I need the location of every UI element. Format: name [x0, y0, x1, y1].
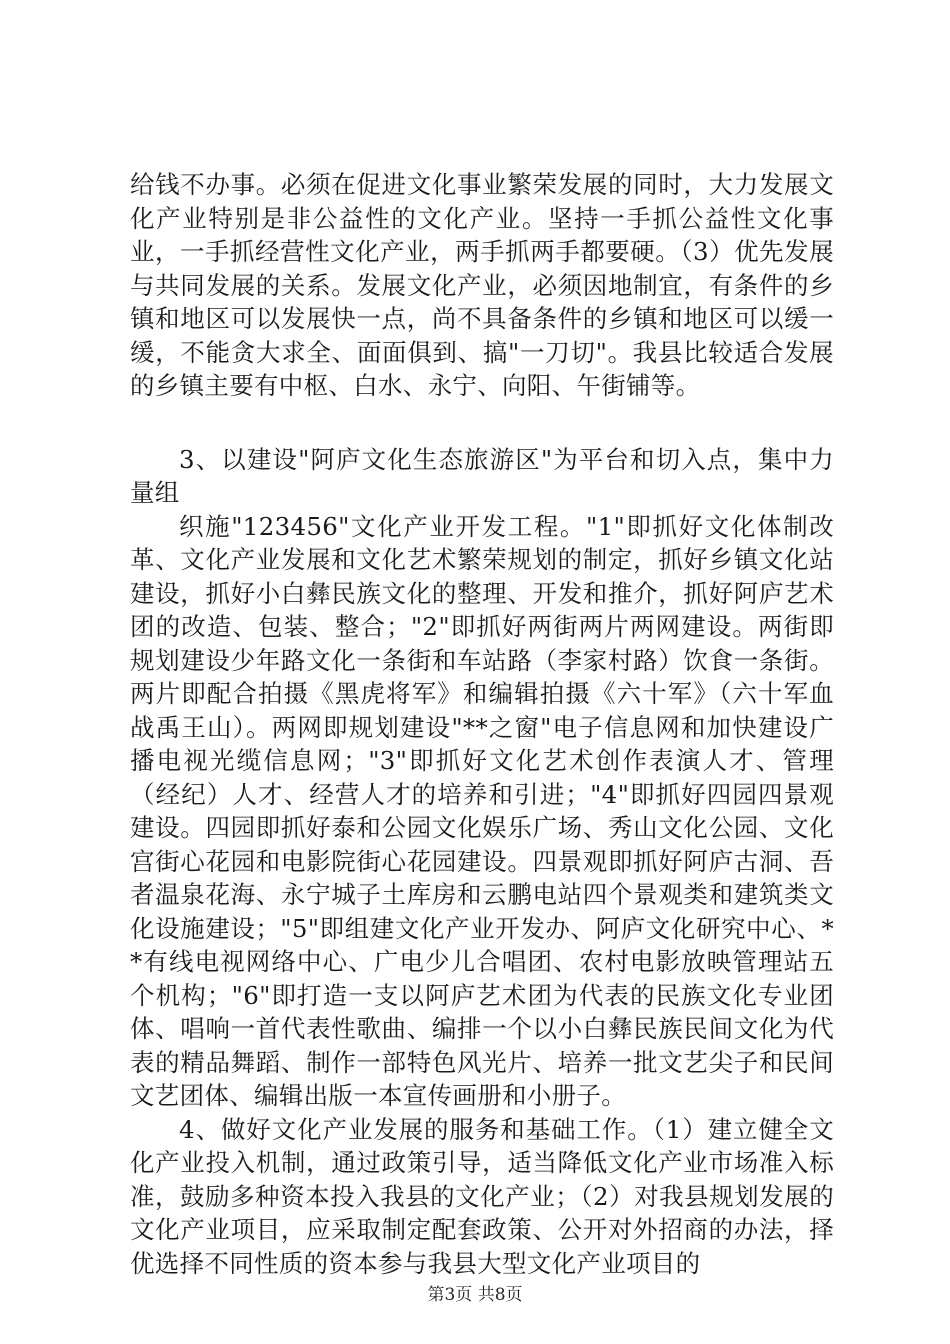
paragraph-2-heading: 3、以建设"阿庐文化生态旅游区"为平台和切入点，集中力量组 [130, 444, 834, 507]
paragraph-3: 织施"123456"文化产业开发工程。"1"即抓好文化体制改革、文化产业发展和文化艺术繁荣规划的制定，抓好乡镇文化站建设，抓好小白彝民族文化的整理、开发和推介，抓好阿庐艺术团的改造、包装、整合；"2"即抓好两街两片两网建设。两街即规划建设少年路文化一条街和车站路（李家村路）饮食一条街。两片即配合拍摄《黑虎将军》和编辑拍摄《六十军》（六十军血战禹王山）。两网即规划建设"**之窗"电子信息网和加快建设广播电视光缆信息网；"3"即抓好文化艺术创作表演人才、管理（经纪）人才、经营人才的培养和引进；"4"即抓好四园四景观建设。四园即抓好泰和公园文化娱乐广场、秀山文化公园、文化宫街心花园和电影院街心花园建设。四景观即抓好阿庐古洞、吾者温泉花海、永宁城子土库房和云鹏电站四个景观类和建筑类文化设施建设；"5"即组建文化产业开发办、阿庐文化研究中心、**有线电视网络中心、广电少儿合唱团、农村电影放映管理站五个机构；"6"即打造一支以阿庐艺术团为代表的民族文化专业团体、唱响一首代表性歌曲、编排一个以小白彝民族民间文化为代表的精品舞蹈、制作一部特色风光片、培养一批文艺尖子和民间文艺团体、编辑出版一本宣传画册和小册子。 [130, 511, 834, 1110]
paragraph-4: 4、做好文化产业发展的服务和基础工作。（1）建立健全文化产业投入机制，通过政策引导，适当降低文化产业市场准入标准，鼓励多种资本投入我县的文化产业；（2）对我县规划发展的文化产业项目，应采取制定配套政策、公开对外招商的办法，择优选择不同性质的资本参与我县大型文化产业项目的 [130, 1114, 834, 1278]
page-footer: 第3页 共8页 [427, 1285, 523, 1305]
document-body [130, 168, 834, 1280]
paragraph-1: 给钱不办事。必须在促进文化事业繁荣发展的同时，大力发展文化产业特别是非公益性的文化产业。坚持一手抓公益性文化事业，一手抓经营性文化产业，两手抓两手都要硬。（3）优先发展与共同发展的关系。发展文化产业，必须因地制宜，有条件的乡镇和地区可以发展快一点，尚不具备条件的乡镇和地区可以缓一缓，不能贪大求全、面面俱到、搞"一刀切"。我县比较适合发展的乡镇主要有中枢、白水、永宁、向阳、午街铺等。 [130, 170, 834, 400]
